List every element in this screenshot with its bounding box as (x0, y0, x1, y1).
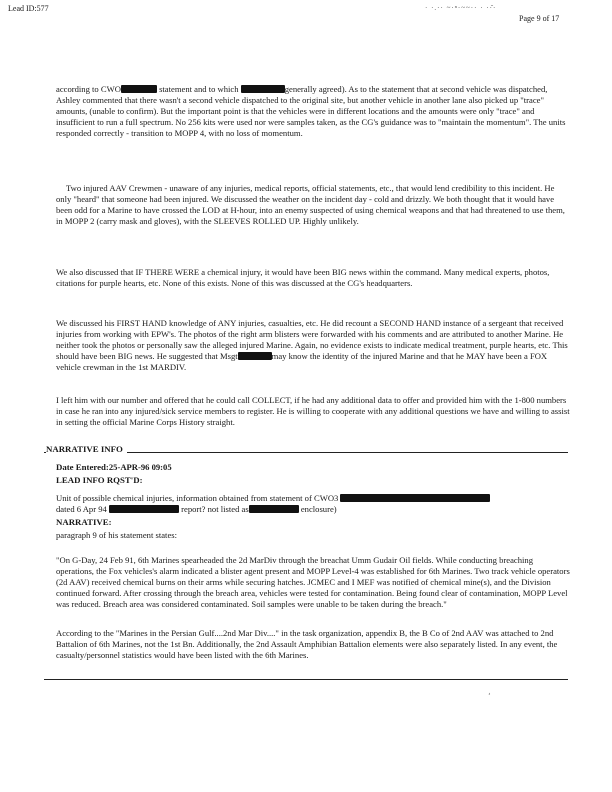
closing-text: According to the "Marines in the Persian Gulf....2nd Mar Div...." in the task organization, appendix B, the B Co of 2nd AAV was attached to 2nd Battalion of 6th Marines, not the 1st Bn. Additionally, the 2nd Assault Amphibian Battalion elements were also separately listed. In any event, the casualty/personnel statistics would have been listed with the 6th Marines. (56, 628, 558, 661)
date-entered-label: Date Entered: (56, 462, 109, 472)
p1-text-a: according to CWO (56, 84, 121, 94)
lead-id: Lead ID:577 (8, 4, 49, 13)
narrative-info-title: NARRATIVE INFO (46, 444, 127, 454)
p3-text: We also discussed that IF THERE WERE a chemical injury, it would have been BIG news within the command. Many medical experts, photos, citations for purple hearts, etc. None of this exists. None of this was discussed at the CG's headquarters. (56, 267, 550, 289)
lead-info-text (56, 493, 571, 515)
scan-mark: ¸ (488, 686, 491, 695)
redaction-bar (109, 505, 179, 513)
lead-info-label: LEAD INFO RQST'D: (56, 475, 143, 485)
date-entered-value: 25-APR-96 09:05 (108, 462, 172, 472)
end-divider (44, 679, 568, 680)
redaction-bar (121, 85, 157, 93)
page-number: 9 of 17 (536, 14, 560, 23)
quote-text: "On G-Day, 24 Feb 91, 6th Marines spearheaded the 2d MarDiv through the breachat Umm Gudair Oil fields. While conducting breaching operations, the Fox vehicles's alarm indicated a blister agent present and MOPP Level-4 was established for 6th Marines. Two track vehicle operators (2d AAV) received chemical burns on their arms while securing hatches. JCMEC and I MEF was notified of chemical mine(s), and the Division continued forward. After crossing through the breach area, vehicles were tested for contamination. Being found clear of contamination, MOPP Level was reduced. Breach area was considered contaminated. Soil samples were unable to be taken during the breach." (56, 555, 570, 610)
redaction-bar (241, 85, 285, 93)
lead-text-b: dated 6 Apr 94 (56, 504, 109, 515)
redaction-bar (238, 352, 272, 360)
lead-text-d: enclosure) (298, 504, 337, 515)
page-label: Page (519, 14, 535, 23)
narrative-quote (56, 555, 571, 610)
p4-text-b: may know the identity of the injured Marine and that he MAY have been a FOX vehicle crewman in the 1st MARDIV. (56, 351, 548, 373)
redaction-bar (340, 494, 490, 502)
page-indicator (519, 14, 559, 23)
lead-text-c: report? not listed as (179, 504, 249, 515)
paragraph-weather-trace (56, 84, 571, 139)
paragraph-injured-crewmen (56, 183, 571, 227)
paragraph-first-hand (56, 318, 571, 373)
scan-artifact: · ·.·· ~·ⁿ·~~·· · ··͂· (425, 4, 497, 12)
p4-text-a: We discussed his FIRST HAND knowledge of ANY injuries, casualties, etc. He did recount a SECOND HAND instance of a sergeant that received injuries from working with EPW's. The photos of the right arm blisters were forwarded with his comments and are attributed to another Marine. He neither took the photos or personally saw the alleged injured Marine. Again, no evidence exists to indicate medical treatment, purple hearts, etc. This should have been BIG news. He suggested that Msgt (56, 318, 568, 362)
narrative-closing (56, 628, 571, 661)
narrative-intro: paragraph 9 of his statement states: (56, 530, 177, 540)
p1-text-c: generally agreed). As to the statement that at second vehicle was dispatched, Ashley commented that there wasn't a second vehicle dispatched to the original site, but another vehicle in another lane also picked up "trace" amounts, (unable to confirm). But the important point is that the vehicles were in different locations and the amounts were only "trace" and insufficient to run a full spectrum. No 256 kits were used nor were samples taken, as the CG's guidance was to "maintain the momentum". The units responded correctly - transition to MOPP 4, with no loss of momentum. (56, 84, 566, 139)
date-entered (56, 462, 172, 473)
paragraph-big-news (56, 267, 571, 289)
narrative-label: NARRATIVE: (56, 517, 112, 527)
redaction-bar (249, 505, 299, 513)
p1-text-b: statement and to which (156, 84, 241, 94)
p2-text: Two injured AAV Crewmen - unaware of any injuries, medical reports, official statements, etc., that would lend credibility to this incident. He only "heard" that someone had been injured. We discussed the weather on the incident day - cold and drizzly. We both thought that it would have been odd for a Marine to have crossed the LOD at H-hour, into an enemy suspected of using chemical weapons and that had threatened to use them, in MOPP 2 (carry mask and gloves), with the SLEEVES ROLLED UP. Highly unlikely. (56, 183, 565, 227)
p5-text: I left him with our number and offered that he could call COLLECT, if he had any additional data to offer and provided him with the 1-800 numbers in case he ran into any injured/sick service members to register. He is willing to cooperate with any additional questions we have and willing to assist in setting the official Marine Corps History straight. (56, 395, 570, 428)
paragraph-collect-call (56, 395, 571, 428)
lead-text-a: Unit of possible chemical injuries, information obtained from statement of CWO3 (56, 493, 341, 503)
